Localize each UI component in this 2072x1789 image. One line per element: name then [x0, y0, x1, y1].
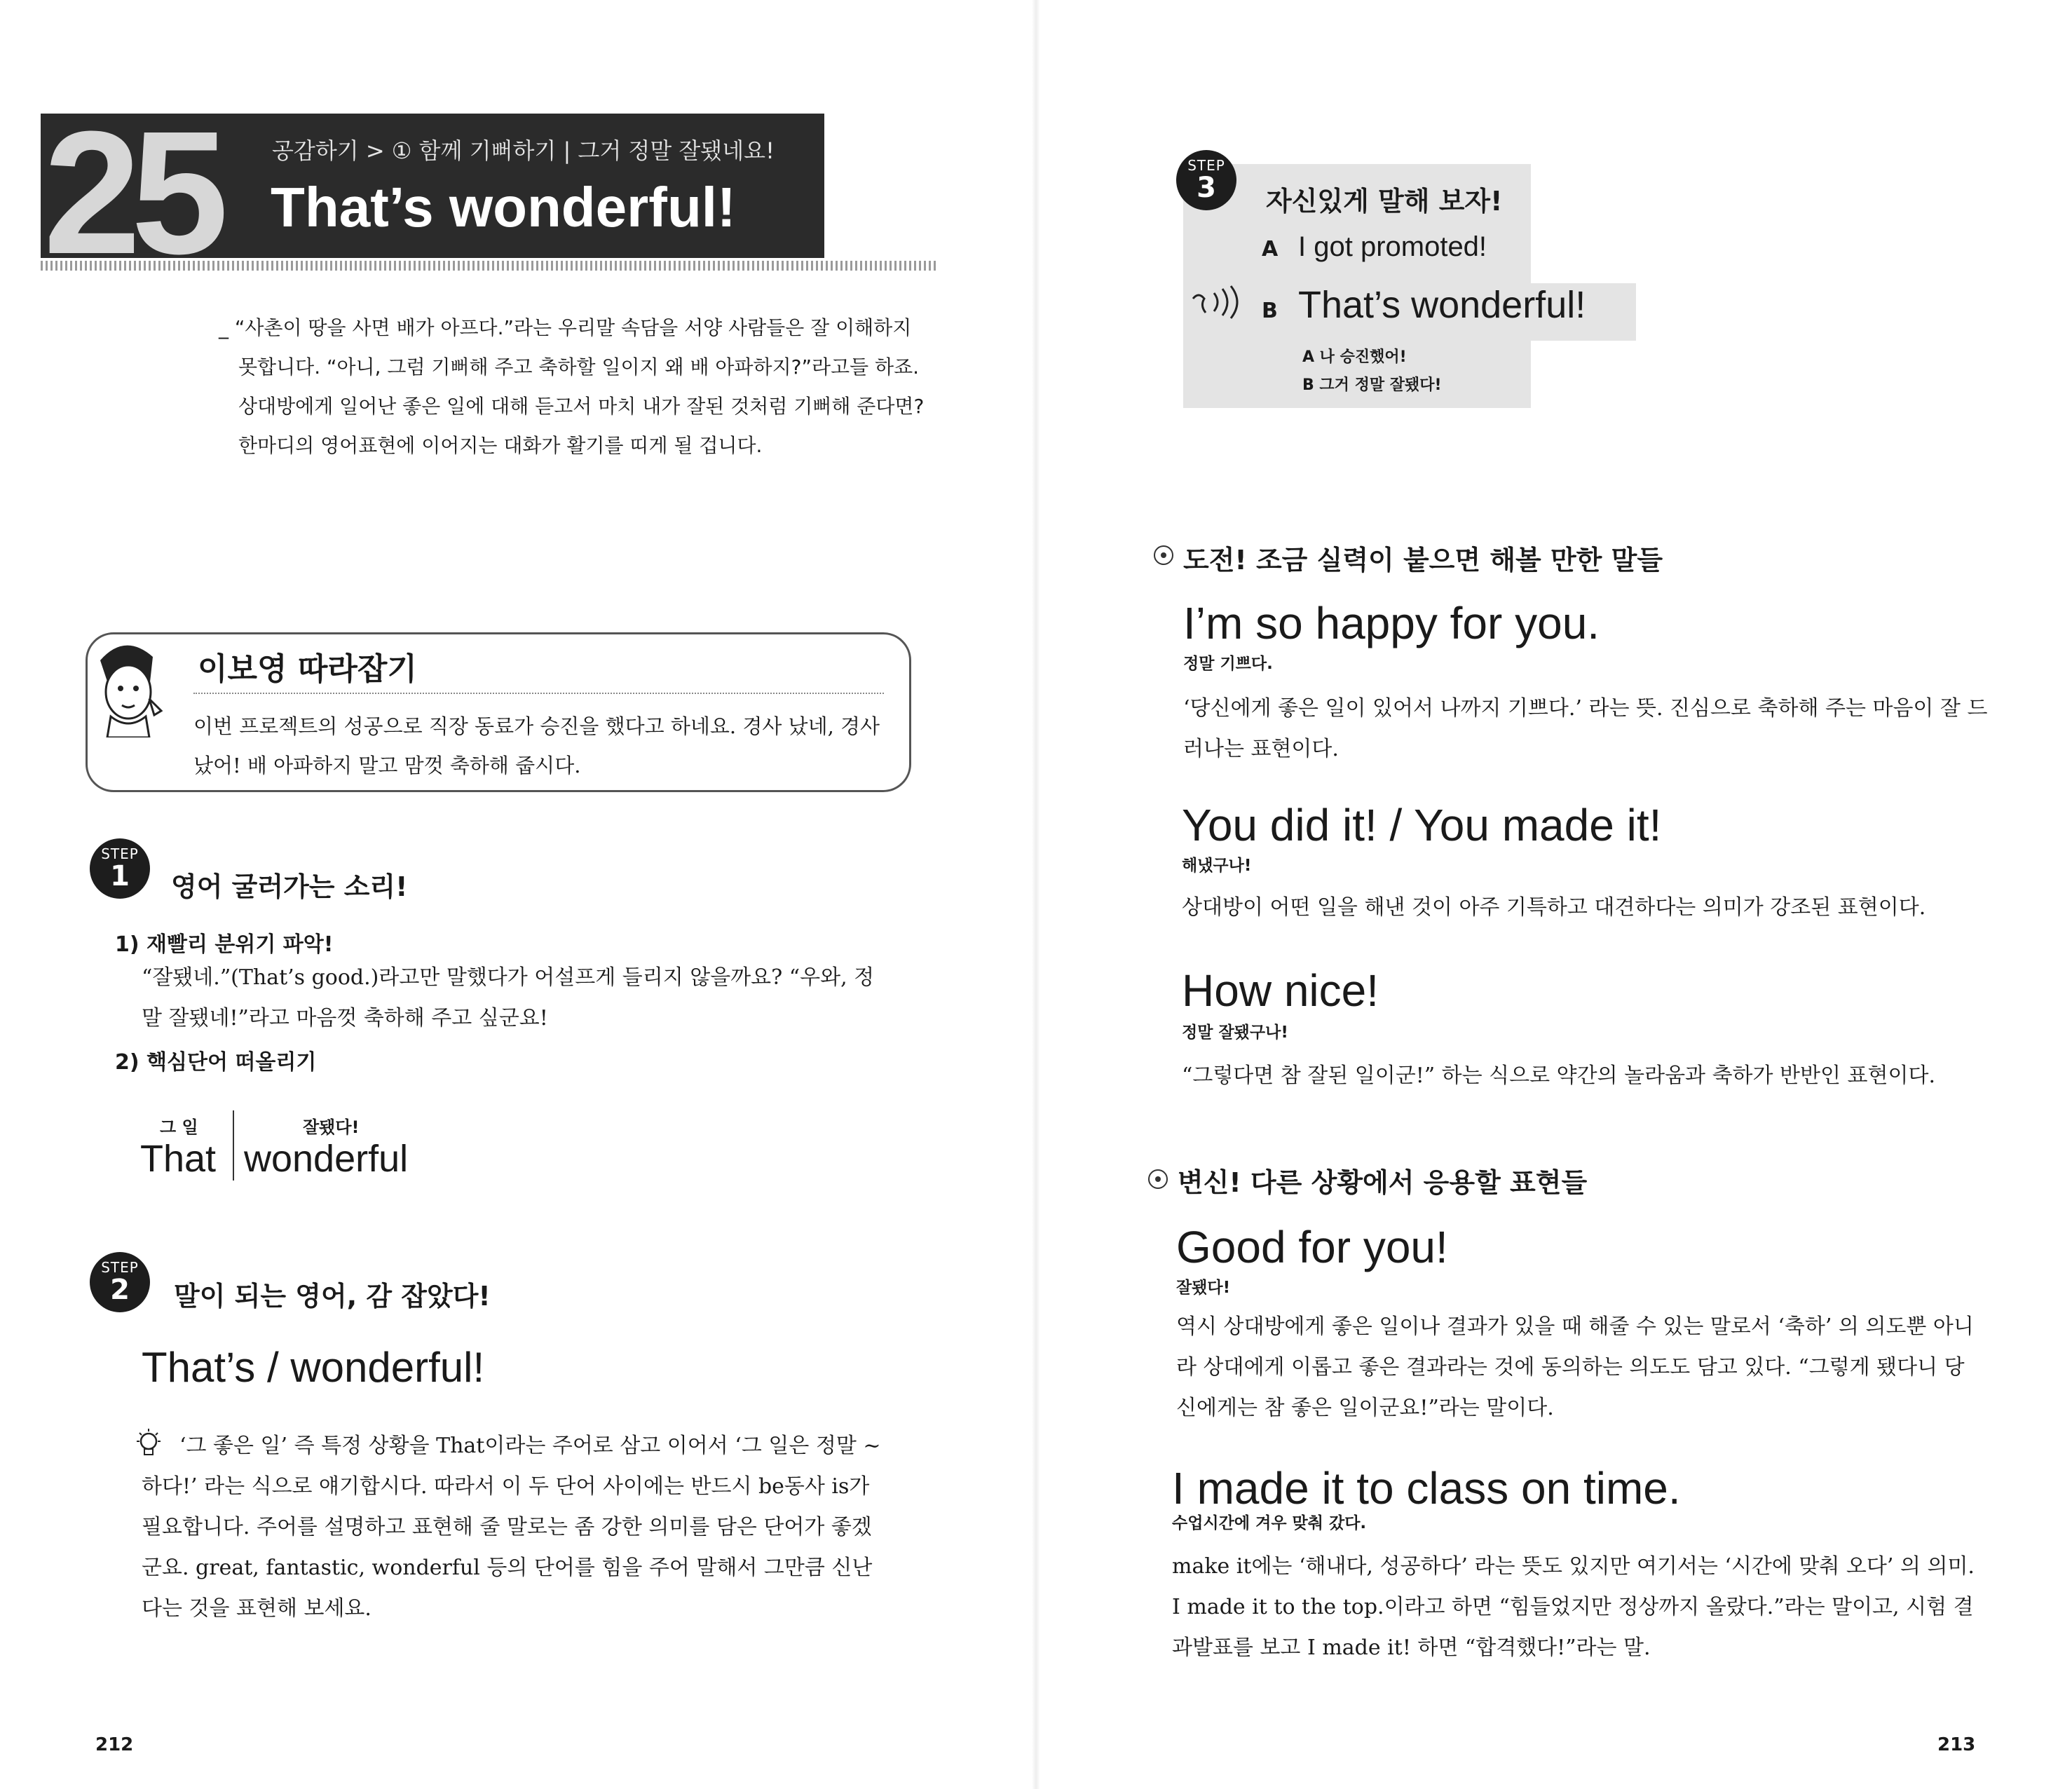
step2-title: 말이 되는 영어, 감 잡았다!	[174, 1281, 491, 1312]
lesson-number: 25	[43, 95, 219, 290]
expression-1: I’m so happy for you.	[1183, 598, 1600, 648]
step1-subheading-1: 1) 재빨리 분위기 파악!	[115, 932, 334, 957]
expression-2-meaning: 해냈구나!	[1182, 857, 1252, 875]
lesson-header	[41, 95, 824, 290]
lesson-subtitle: 공감하기 > ① 함께 기뻐하기 | 그거 정말 잘됐네요!	[272, 137, 775, 164]
expression-3-description: “그렇다면 참 잘된 일이군!” 하는 식으로 약간의 놀라움과 축하가 반반인 표현이다.	[1182, 1063, 1935, 1088]
step-badge-label: STEP	[1187, 157, 1225, 174]
expression-5-meaning: 수업시간에 겨우 맞춰 갔다.	[1172, 1514, 1367, 1532]
expression-1-meaning: 정말 기쁘다.	[1183, 655, 1273, 673]
expression-4: Good for you!	[1176, 1222, 1448, 1272]
follow-box-title: 이보영 따라잡기	[198, 651, 417, 687]
dialogue-b-label: B	[1262, 299, 1278, 323]
step2-sentence: That’s / wonderful!	[142, 1344, 485, 1391]
section-bullet-icon	[1148, 1169, 1168, 1189]
expression-1-description: ‘당신에게 좋은 일이 있어서 나까지 기쁘다.’ 라는 뜻. 진심으로 축하해 주는 마음이 잘 드러나는 표현이다.	[1183, 696, 1988, 761]
expression-5: I made it to class on time.	[1172, 1463, 1681, 1513]
intro-paragraph: _ “사촌이 땅을 사면 배가 아프다.”라는 우리말 속담을 서양 사람들은 잘 이해하지 못합니다. “아니, 그럼 기뻐해 주고 축하할 일이지 왜 배 아파하지?”라고들 하죠. 상대방에게 일어난 좋은 일에 대해 듣고서 마치 내가 잘된 것처럼 기뻐해 준다면? 한마디의 영어표현에 이어지는 대화가 활기를 띠게 될 겁니다.	[219, 316, 925, 457]
expression-3: How nice!	[1182, 965, 1379, 1016]
translation-b: B 그거 정말 잘됐다!	[1302, 376, 1442, 394]
book-binding	[1032, 0, 1040, 1789]
step-badge-number: 3	[1197, 172, 1216, 204]
keyword-label-2: 잘됐다!	[303, 1117, 360, 1137]
step1-badge	[90, 838, 150, 899]
step3-title: 자신있게 말해 보자!	[1266, 186, 1503, 217]
expression-4-description: 역시 상대방에게 좋은 일이나 결과가 있을 때 해줄 수 있는 말로서 ‘축하’ 의 의도뿐 아니라 상대에게 이롭고 좋은 결과라는 것에 동의하는 의도도 담고 있다. “그렇게 됐다니 당신에게는 참 좋은 일이군요!”라는 말이다.	[1176, 1314, 1974, 1420]
step-badge-number: 2	[110, 1274, 130, 1306]
dialogue-b-text: That’s wonderful!	[1298, 284, 1586, 326]
translation-a: A 나 승진했어!	[1302, 348, 1407, 366]
speaking-sound-icon	[1189, 285, 1245, 320]
character-illustration-icon	[83, 632, 174, 737]
expression-4-meaning: 잘됐다!	[1176, 1279, 1231, 1297]
page-number-left: 212	[95, 1734, 134, 1755]
keyword-2: wonderful	[244, 1138, 409, 1180]
expression-3-meaning: 정말 잘됐구나!	[1182, 1023, 1288, 1042]
dialogue-a-text: I got promoted!	[1298, 231, 1487, 262]
expression-5-description: make it에는 ‘해내다, 성공하다’ 라는 뜻도 있지만 여기서는 ‘시간에 맞춰 오다’ 의 의미. I made it to the top.이라고 하면 “힘들었지만 정상까지 올랐다.”라는 말이고, 시험 결과발표를 보고 I made it! 하면 “합격했다!”라는 말.	[1172, 1554, 1975, 1660]
expression-2: You did it! / You made it!	[1182, 800, 1662, 850]
step-badge-label: STEP	[101, 845, 139, 862]
step1-paragraph: “잘됐네.”(That’s good.)라고만 말했다가 어설프게 들리지 않을까요? “우와, 정말 잘됐네!”라고 마음껏 축하해 주고 싶군요!	[142, 965, 875, 1030]
keyword-1: That	[140, 1138, 217, 1180]
step-badge-label: STEP	[101, 1259, 139, 1276]
section2-heading: 변신! 다른 상황에서 응용할 표현들	[1178, 1167, 1588, 1198]
section1-heading: 도전! 조금 실력이 붙으면 해볼 만한 말들	[1183, 545, 1663, 576]
step1-subheading-2: 2) 핵심단어 떠올리기	[115, 1050, 317, 1075]
step3-badge	[1176, 150, 1236, 210]
step2-badge	[90, 1252, 150, 1312]
follow-box-text: 이번 프로젝트의 성공으로 직장 동료가 승진을 했다고 하네요. 경사 났네, 경사 났어! 배 아파하지 말고 맘껏 축하해 줍시다.	[193, 714, 880, 777]
lesson-title: That’s wonderful!	[271, 176, 736, 238]
step-badge-number: 1	[110, 860, 130, 892]
keyword-label-1: 그 일	[160, 1117, 198, 1137]
dialogue-a-label: A	[1262, 237, 1279, 261]
follow-box-divider	[193, 693, 884, 694]
expression-2-description: 상대방이 어떤 일을 해낸 것이 아주 기특하고 대견하다는 의미가 강조된 표현이다.	[1182, 895, 1926, 920]
section-bullet-icon	[1154, 545, 1173, 565]
step2-explanation: ‘그 좋은 일’ 즉 특정 상황을 That이라는 주어로 삼고 이어서 ‘그 일은 정말 ~하다!’ 라는 식으로 얘기합시다. 따라서 이 두 단어 사이에는 반드시 be동사 is가 필요합니다. 주어를 설명하고 표현해 줄 말로는 좀 강한 의미를 담은 단어가 좋겠군요. great, fantastic, wonderful 등의 단어를 힘을 주어 말해서 그만큼 신난다는 것을 표현해 보세요.	[142, 1434, 881, 1621]
page-number-right: 213	[1937, 1734, 1976, 1755]
keyword-separator	[233, 1110, 234, 1181]
step1-title: 영어 굴러가는 소리!	[171, 871, 408, 902]
